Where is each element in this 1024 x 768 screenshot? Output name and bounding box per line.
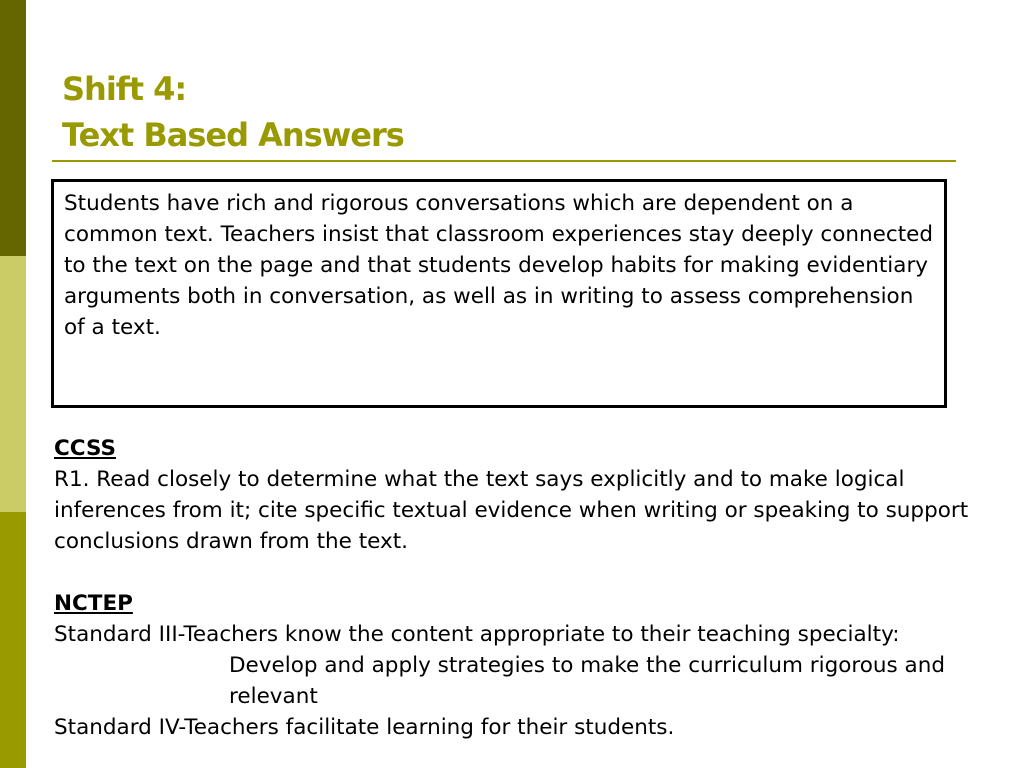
side-bar-bottom [0, 512, 26, 768]
slide-title-line-2: Text Based Answers [62, 116, 404, 154]
slide-title-line-1: Shift 4: [62, 70, 187, 108]
nctep-standard-4: Standard IV-Teachers facilitate learning for their students. [54, 715, 675, 740]
nctep-heading: NCTEP [54, 591, 133, 616]
definition-box [51, 179, 947, 408]
nctep-standard-3: Standard III-Teachers know the content appropriate to their teaching specialty: Develop and apply strategies to make the curriculum rigorous and relevant [54, 622, 946, 709]
ccss-text: R1. Read closely to determine what the text says explicitly and to make logical inferences from it; cite specific textual evidence when writing or speaking to support conclusions drawn from the text. [54, 467, 969, 554]
section-spacer [54, 557, 984, 588]
side-bar-middle [0, 256, 26, 512]
ccss-heading: CCSS [54, 436, 116, 461]
slide-title [62, 66, 404, 158]
standards-section [54, 433, 984, 743]
title-underline-rule [52, 160, 956, 162]
definition-text: Students have rich and rigorous conversations which are dependent on a common text. Teachers insist that classroom experiences stay deeply connected to the text on the page and that students develop habits for making evidentiary arguments both in conversation, as well as in writing to assess comprehension of a text. [64, 191, 933, 340]
side-bar-top [0, 0, 26, 256]
